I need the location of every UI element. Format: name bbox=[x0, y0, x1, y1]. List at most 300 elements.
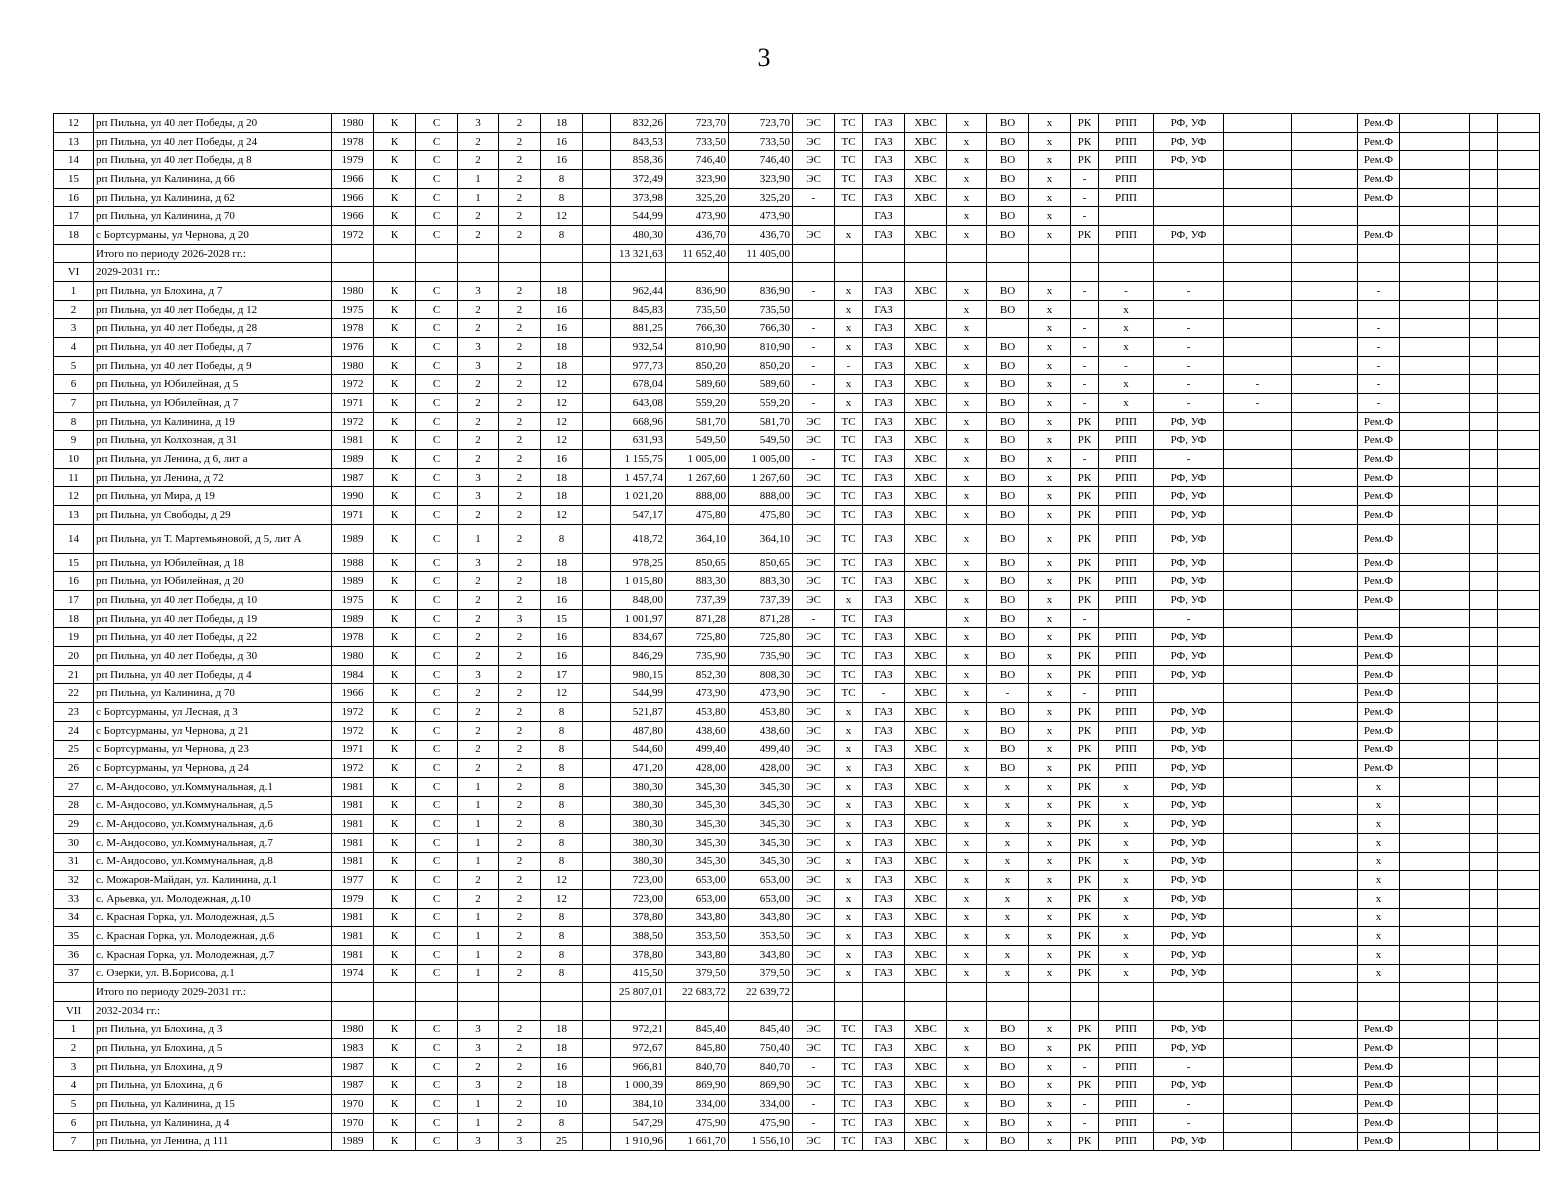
table-cell: 737,39 bbox=[729, 591, 793, 610]
table-cell: - bbox=[1071, 319, 1099, 338]
table-cell: 589,60 bbox=[729, 375, 793, 394]
table-cell: 810,90 bbox=[666, 338, 729, 357]
table-cell: 33 bbox=[54, 889, 94, 908]
table-cell: ГАЗ bbox=[863, 591, 905, 610]
table-cell: ЭС bbox=[793, 777, 835, 796]
table-cell: 372,49 bbox=[611, 170, 666, 189]
table-cell: 2 bbox=[499, 572, 541, 591]
table-cell: х bbox=[1099, 833, 1154, 852]
table-cell: К bbox=[374, 188, 416, 207]
table-cell bbox=[1099, 1001, 1154, 1020]
table-cell: х bbox=[1099, 796, 1154, 815]
table-cell: 18 bbox=[541, 572, 583, 591]
table-cell bbox=[1224, 647, 1292, 666]
table-cell: х bbox=[947, 188, 987, 207]
table-cell: 2 bbox=[499, 740, 541, 759]
table-cell bbox=[947, 263, 987, 282]
table-cell bbox=[1470, 908, 1498, 927]
table-cell: - bbox=[1358, 394, 1400, 413]
table-cell bbox=[1224, 665, 1292, 684]
table-cell: 3 bbox=[458, 356, 499, 375]
table-cell bbox=[583, 151, 611, 170]
table-cell bbox=[1358, 244, 1400, 263]
table-row bbox=[54, 132, 1540, 151]
table-cell: х bbox=[987, 908, 1029, 927]
table-cell bbox=[987, 263, 1029, 282]
table-cell: х bbox=[1029, 628, 1071, 647]
table-cell: 1 015,80 bbox=[611, 572, 666, 591]
table-cell: К bbox=[374, 815, 416, 834]
table-cell: 559,20 bbox=[666, 394, 729, 413]
table-cell bbox=[1400, 759, 1470, 778]
table-cell bbox=[1358, 609, 1400, 628]
table-cell: 1978 bbox=[332, 132, 374, 151]
table-cell bbox=[1498, 777, 1540, 796]
table-cell: С bbox=[416, 338, 458, 357]
table-cell: 850,20 bbox=[666, 356, 729, 375]
table-cell: - bbox=[793, 394, 835, 413]
table-cell bbox=[583, 703, 611, 722]
table-cell: РПП bbox=[1099, 468, 1154, 487]
table-cell: х bbox=[1099, 777, 1154, 796]
table-cell bbox=[1498, 338, 1540, 357]
table-cell bbox=[1400, 207, 1470, 226]
table-cell bbox=[1224, 188, 1292, 207]
table-cell: х bbox=[835, 319, 863, 338]
table-cell: РПП bbox=[1099, 132, 1154, 151]
table-cell: х bbox=[1358, 964, 1400, 983]
table-cell bbox=[1029, 983, 1071, 1002]
table-cell: ВО bbox=[987, 1039, 1029, 1058]
table-cell bbox=[458, 983, 499, 1002]
table-cell bbox=[1224, 833, 1292, 852]
table-cell: ЭС bbox=[793, 1132, 835, 1151]
table-cell bbox=[1470, 207, 1498, 226]
table-cell: 16 bbox=[541, 591, 583, 610]
table-cell: К bbox=[374, 282, 416, 301]
table-cell bbox=[1071, 983, 1099, 1002]
table-cell: 1977 bbox=[332, 871, 374, 890]
table-cell bbox=[1224, 871, 1292, 890]
table-cell: 1972 bbox=[332, 721, 374, 740]
table-cell: 36 bbox=[54, 945, 94, 964]
table-cell: РФ, УФ bbox=[1154, 524, 1224, 553]
table-cell: 2 bbox=[458, 703, 499, 722]
table-cell bbox=[1292, 553, 1358, 572]
table-cell: ГАЗ bbox=[863, 1113, 905, 1132]
table-cell: х bbox=[1358, 945, 1400, 964]
table-cell: 388,50 bbox=[611, 927, 666, 946]
table-cell: 1981 bbox=[332, 945, 374, 964]
table-cell: х bbox=[947, 964, 987, 983]
table-cell: 8 bbox=[541, 1113, 583, 1132]
table-cell bbox=[835, 263, 863, 282]
table-cell bbox=[1400, 188, 1470, 207]
table-cell: 323,90 bbox=[666, 170, 729, 189]
table-cell: 8 bbox=[541, 964, 583, 983]
table-cell: С bbox=[416, 431, 458, 450]
table-cell bbox=[583, 740, 611, 759]
table-row bbox=[54, 244, 1540, 263]
table-row bbox=[54, 170, 1540, 189]
table-cell: 1 bbox=[458, 796, 499, 815]
table-cell: 1981 bbox=[332, 431, 374, 450]
table-cell: ГАЗ bbox=[863, 188, 905, 207]
address-cell: рп Пильна, ул Ленина, д 6, лит а bbox=[94, 450, 332, 469]
table-cell: 345,30 bbox=[729, 815, 793, 834]
table-cell: ГАЗ bbox=[863, 777, 905, 796]
table-cell: РК bbox=[1071, 796, 1099, 815]
table-row bbox=[54, 207, 1540, 226]
table-cell bbox=[1292, 244, 1358, 263]
table-cell: 1989 bbox=[332, 572, 374, 591]
table-cell bbox=[1470, 338, 1498, 357]
table-cell: 1971 bbox=[332, 740, 374, 759]
address-cell: рп Пильна, ул Блохина, д 9 bbox=[94, 1057, 332, 1076]
table-cell: 18 bbox=[541, 553, 583, 572]
table-cell: 343,80 bbox=[729, 945, 793, 964]
table-cell bbox=[1292, 1020, 1358, 1039]
table-cell: х bbox=[835, 871, 863, 890]
table-cell: К bbox=[374, 889, 416, 908]
table-cell: х bbox=[947, 815, 987, 834]
table-cell bbox=[1470, 319, 1498, 338]
table-cell: Рем.Ф bbox=[1358, 665, 1400, 684]
table-cell bbox=[416, 263, 458, 282]
table-cell: 2 bbox=[499, 945, 541, 964]
table-cell: ГАЗ bbox=[863, 572, 905, 591]
table-cell: 12 bbox=[541, 207, 583, 226]
table-cell: 325,20 bbox=[729, 188, 793, 207]
table-row bbox=[54, 833, 1540, 852]
table-cell: К bbox=[374, 553, 416, 572]
table-cell: Рем.Ф bbox=[1358, 1057, 1400, 1076]
table-cell bbox=[1498, 1039, 1540, 1058]
table-row bbox=[54, 1076, 1540, 1095]
table-cell: Рем.Ф bbox=[1358, 759, 1400, 778]
table-cell: ГАЗ bbox=[863, 282, 905, 301]
table-cell: К bbox=[374, 740, 416, 759]
table-cell: РФ, УФ bbox=[1154, 889, 1224, 908]
table-cell bbox=[1498, 263, 1540, 282]
table-cell bbox=[1498, 468, 1540, 487]
table-cell: ВО bbox=[987, 338, 1029, 357]
table-cell: 2 bbox=[499, 628, 541, 647]
table-cell: 7 bbox=[54, 394, 94, 413]
table-cell: 2 bbox=[499, 1020, 541, 1039]
table-cell bbox=[1498, 282, 1540, 301]
table-cell: х bbox=[947, 927, 987, 946]
table-cell: С bbox=[416, 1039, 458, 1058]
address-cell: рп Пильна, ул Т. Мартемьяновой, д 5, лит А bbox=[94, 524, 332, 553]
table-cell: 2 bbox=[499, 300, 541, 319]
table-cell: РК bbox=[1071, 468, 1099, 487]
table-cell bbox=[1400, 927, 1470, 946]
table-cell: К bbox=[374, 684, 416, 703]
table-cell: ГАЗ bbox=[863, 852, 905, 871]
table-cell: 1980 bbox=[332, 1020, 374, 1039]
table-cell: РФ, УФ bbox=[1154, 431, 1224, 450]
table-cell: 378,80 bbox=[611, 945, 666, 964]
table-cell bbox=[1498, 431, 1540, 450]
table-cell: ХВС bbox=[905, 684, 947, 703]
table-cell bbox=[1470, 871, 1498, 890]
table-cell: ТС bbox=[835, 1132, 863, 1151]
table-cell bbox=[1224, 1057, 1292, 1076]
table-cell bbox=[1292, 300, 1358, 319]
table-row bbox=[54, 609, 1540, 628]
table-cell bbox=[1154, 983, 1224, 1002]
table-cell: С bbox=[416, 759, 458, 778]
table-cell: РФ, УФ bbox=[1154, 1076, 1224, 1095]
table-cell: С bbox=[416, 394, 458, 413]
table-cell: 1 457,74 bbox=[611, 468, 666, 487]
table-cell: С bbox=[416, 487, 458, 506]
table-cell: 2 bbox=[499, 1095, 541, 1114]
table-cell: РК bbox=[1071, 226, 1099, 245]
table-cell bbox=[1292, 151, 1358, 170]
table-cell: х bbox=[1358, 908, 1400, 927]
table-cell: х bbox=[947, 468, 987, 487]
table-cell: 836,90 bbox=[729, 282, 793, 301]
table-cell: ГАЗ bbox=[863, 450, 905, 469]
table-cell bbox=[1470, 244, 1498, 263]
table-cell bbox=[1099, 263, 1154, 282]
table-cell: 2 bbox=[499, 647, 541, 666]
table-cell bbox=[1498, 740, 1540, 759]
table-cell: 1970 bbox=[332, 1095, 374, 1114]
table-cell: 869,90 bbox=[666, 1076, 729, 1095]
table-cell: РПП bbox=[1099, 1113, 1154, 1132]
table-cell: РК bbox=[1071, 524, 1099, 553]
table-cell: 415,50 bbox=[611, 964, 666, 983]
table-cell: 453,80 bbox=[666, 703, 729, 722]
table-cell: 2 bbox=[499, 908, 541, 927]
table-cell bbox=[1470, 431, 1498, 450]
table-cell bbox=[1292, 207, 1358, 226]
table-cell bbox=[1292, 188, 1358, 207]
table-cell: ХВС bbox=[905, 375, 947, 394]
table-cell: 1 910,96 bbox=[611, 1132, 666, 1151]
table-cell: 15 bbox=[54, 553, 94, 572]
table-cell: ХВС bbox=[905, 1113, 947, 1132]
table-cell: 22 683,72 bbox=[666, 983, 729, 1002]
table-cell: ГАЗ bbox=[863, 394, 905, 413]
table-cell: 5 bbox=[54, 356, 94, 375]
table-cell: РФ, УФ bbox=[1154, 572, 1224, 591]
table-cell: - bbox=[1071, 1057, 1099, 1076]
table-cell: С bbox=[416, 506, 458, 525]
table-row bbox=[54, 1001, 1540, 1020]
table-cell: 2 bbox=[499, 815, 541, 834]
table-cell: 2 bbox=[499, 151, 541, 170]
table-cell: х bbox=[947, 759, 987, 778]
table-cell: К bbox=[374, 852, 416, 871]
table-cell bbox=[583, 628, 611, 647]
table-cell: 549,50 bbox=[729, 431, 793, 450]
table-cell: 850,20 bbox=[729, 356, 793, 375]
table-cell bbox=[1154, 263, 1224, 282]
table-cell: 26 bbox=[54, 759, 94, 778]
table-cell: ЭС bbox=[793, 468, 835, 487]
table-cell: 34 bbox=[54, 908, 94, 927]
table-cell: х bbox=[1029, 170, 1071, 189]
table-row bbox=[54, 740, 1540, 759]
table-cell bbox=[583, 375, 611, 394]
table-cell bbox=[583, 524, 611, 553]
table-row bbox=[54, 983, 1540, 1002]
table-cell bbox=[1470, 740, 1498, 759]
table-cell bbox=[583, 833, 611, 852]
table-cell bbox=[947, 244, 987, 263]
table-cell: Рем.Ф bbox=[1358, 226, 1400, 245]
table-cell: 8 bbox=[541, 721, 583, 740]
table-cell bbox=[583, 319, 611, 338]
table-cell: ЭС bbox=[793, 431, 835, 450]
table-cell: ВО bbox=[987, 1095, 1029, 1114]
table-cell: 8 bbox=[541, 777, 583, 796]
table-cell: С bbox=[416, 553, 458, 572]
table-cell: РФ, УФ bbox=[1154, 964, 1224, 983]
table-cell: 678,04 bbox=[611, 375, 666, 394]
table-cell bbox=[583, 487, 611, 506]
table-cell: Рем.Ф bbox=[1358, 721, 1400, 740]
table-cell bbox=[1400, 665, 1470, 684]
table-cell: ЭС bbox=[793, 170, 835, 189]
table-cell: 1989 bbox=[332, 524, 374, 553]
table-cell: х bbox=[987, 871, 1029, 890]
table-cell: ЭС bbox=[793, 833, 835, 852]
table-cell bbox=[611, 1001, 666, 1020]
table-row bbox=[54, 759, 1540, 778]
table-cell: 581,70 bbox=[729, 412, 793, 431]
table-cell bbox=[1400, 777, 1470, 796]
table-cell: х bbox=[1029, 114, 1071, 133]
table-cell: РК bbox=[1071, 777, 1099, 796]
table-cell bbox=[416, 983, 458, 1002]
table-cell: ТС bbox=[835, 170, 863, 189]
table-cell: 16 bbox=[541, 300, 583, 319]
table-cell: К bbox=[374, 945, 416, 964]
table-cell: 353,50 bbox=[729, 927, 793, 946]
table-cell: К bbox=[374, 1039, 416, 1058]
table-cell: С bbox=[416, 375, 458, 394]
table-cell: К bbox=[374, 394, 416, 413]
table-cell: ЭС bbox=[793, 684, 835, 703]
table-cell: 834,67 bbox=[611, 628, 666, 647]
table-cell: х bbox=[1358, 852, 1400, 871]
table-cell: 2 bbox=[458, 871, 499, 890]
table-cell: х bbox=[987, 796, 1029, 815]
table-cell: х bbox=[1358, 796, 1400, 815]
table-cell bbox=[1400, 375, 1470, 394]
table-cell: ЭС bbox=[793, 889, 835, 908]
table-cell: 3 bbox=[458, 665, 499, 684]
table-cell bbox=[1029, 263, 1071, 282]
table-cell: - bbox=[793, 188, 835, 207]
table-cell: 29 bbox=[54, 815, 94, 834]
table-cell bbox=[1029, 1001, 1071, 1020]
table-cell bbox=[583, 1001, 611, 1020]
table-cell bbox=[1498, 665, 1540, 684]
table-cell bbox=[1498, 591, 1540, 610]
table-cell: х bbox=[947, 356, 987, 375]
table-cell bbox=[863, 263, 905, 282]
table-cell bbox=[1292, 1113, 1358, 1132]
table-cell bbox=[1224, 170, 1292, 189]
table-cell: 547,29 bbox=[611, 1113, 666, 1132]
table-cell: 750,40 bbox=[729, 1039, 793, 1058]
table-cell bbox=[1292, 375, 1358, 394]
table-cell: 808,30 bbox=[729, 665, 793, 684]
table-cell: 1972 bbox=[332, 375, 374, 394]
table-cell bbox=[793, 263, 835, 282]
table-cell: С bbox=[416, 1132, 458, 1151]
table-cell bbox=[583, 983, 611, 1002]
table-cell: 380,30 bbox=[611, 852, 666, 871]
table-cell: К bbox=[374, 721, 416, 740]
table-cell bbox=[1498, 487, 1540, 506]
table-cell: - bbox=[1071, 170, 1099, 189]
table-cell: х bbox=[835, 852, 863, 871]
table-cell: ХВС bbox=[905, 964, 947, 983]
table-cell: 589,60 bbox=[666, 375, 729, 394]
table-cell bbox=[1292, 833, 1358, 852]
table-cell: ЭС bbox=[793, 412, 835, 431]
table-cell: ЭС bbox=[793, 815, 835, 834]
table-cell: РПП bbox=[1099, 1076, 1154, 1095]
table-cell bbox=[1470, 1020, 1498, 1039]
table-cell: х bbox=[947, 394, 987, 413]
table-cell: 668,96 bbox=[611, 412, 666, 431]
table-cell bbox=[1470, 647, 1498, 666]
table-cell: К bbox=[374, 450, 416, 469]
table-row bbox=[54, 356, 1540, 375]
table-cell: 1 bbox=[458, 815, 499, 834]
table-cell: К bbox=[374, 506, 416, 525]
table-cell bbox=[1470, 684, 1498, 703]
address-cell: с. Арьевка, ул. Молодежная, д.10 bbox=[94, 889, 332, 908]
address-cell: с. Красная Горка, ул. Молодежная, д.5 bbox=[94, 908, 332, 927]
table-cell: х bbox=[947, 591, 987, 610]
table-row bbox=[54, 188, 1540, 207]
address-cell: с Бортсурманы, ул Чернова, д 21 bbox=[94, 721, 332, 740]
table-row bbox=[54, 908, 1540, 927]
table-cell: 2 bbox=[458, 1057, 499, 1076]
table-cell bbox=[583, 468, 611, 487]
table-cell: 471,20 bbox=[611, 759, 666, 778]
table-cell: 3 bbox=[458, 1039, 499, 1058]
table-cell: - bbox=[1071, 338, 1099, 357]
address-cell: Итого по периоду 2026-2028 гг.: bbox=[94, 244, 332, 263]
table-cell: - bbox=[1071, 1113, 1099, 1132]
table-cell: РФ, УФ bbox=[1154, 1039, 1224, 1058]
table-cell bbox=[1400, 226, 1470, 245]
table-cell: К bbox=[374, 1113, 416, 1132]
table-cell: х bbox=[835, 226, 863, 245]
table-cell bbox=[1498, 394, 1540, 413]
table-cell bbox=[1071, 1001, 1099, 1020]
table-cell: ХВС bbox=[905, 777, 947, 796]
table-cell: ВО bbox=[987, 132, 1029, 151]
table-cell bbox=[583, 263, 611, 282]
table-cell: РПП bbox=[1099, 431, 1154, 450]
table-cell bbox=[1224, 777, 1292, 796]
table-cell: Рем.Ф bbox=[1358, 591, 1400, 610]
table-cell: 840,70 bbox=[729, 1057, 793, 1076]
address-cell: рп Пильна, ул 40 лет Победы, д 20 bbox=[94, 114, 332, 133]
table-cell bbox=[1400, 815, 1470, 834]
